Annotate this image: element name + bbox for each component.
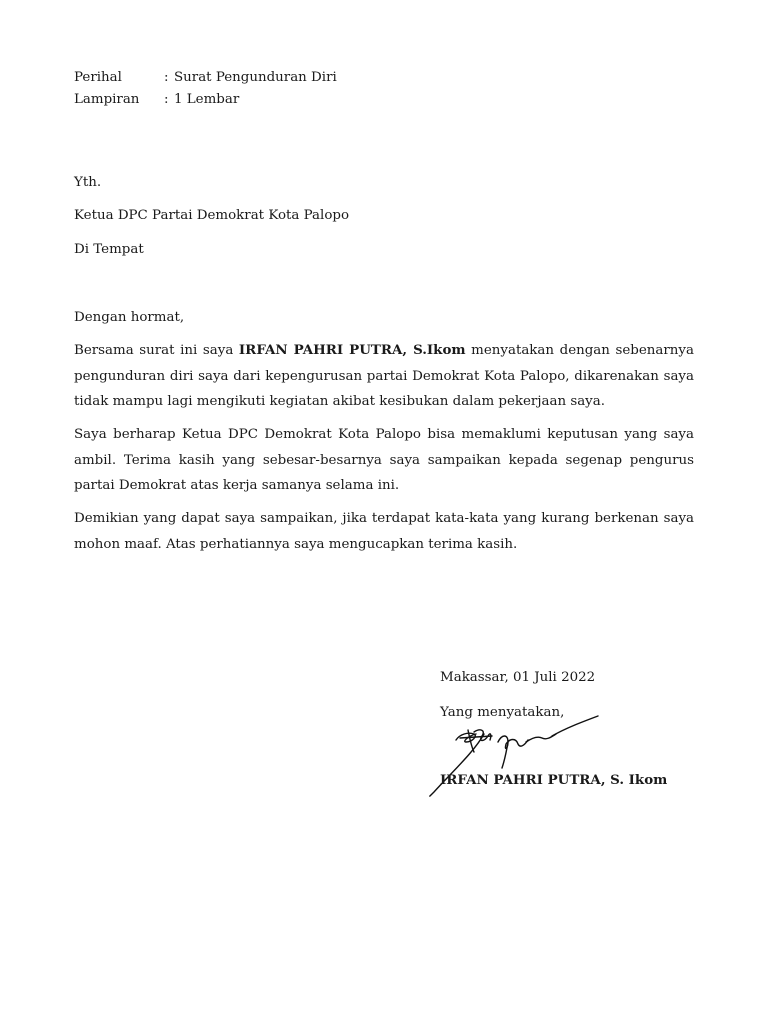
place-date: Makassar, 01 Juli 2022 [440, 670, 596, 685]
lampiran-label: Lampiran [74, 92, 140, 107]
paragraph-2: Saya berharap Ketua DPC Demokrat Kota Palopo bisa memaklumi keputusan yang saya ambil. Terima kasih yang sebesar-besarnya saya sampaikan kepada segenap pengurus partai Demokrat atas kerja samanya selama ini. [74, 427, 694, 493]
perihal-label: Perihal [74, 70, 122, 85]
perihal-row [74, 69, 337, 87]
author-name-bold: IRFAN PAHRI PUTRA, S.Ikom [238, 342, 466, 358]
recipient-salutation: Yth. [74, 175, 102, 190]
paragraph-3: Demikian yang dapat saya sampaikan, jika terdapat kata-kata yang kurang berkenan saya mohon maaf. Atas perhatiannya saya mengucapkan terima kasih. [74, 511, 694, 552]
lampiran-value: 1 Lembar [174, 92, 240, 107]
paragraph-1-end: menyatakan dengan sebenarnya pengunduran diri saya dari kepengurusan partai Demokrat Kota Palopo, dikarenakan saya tidak mampu lagi mengikuti kegiatan akibat kesibukan dalam pekerjaan saya. [74, 343, 694, 409]
lampiran-separator: : [164, 92, 169, 107]
lampiran-row [74, 91, 239, 109]
paragraph-1-start: Bersama surat ini saya [74, 343, 239, 358]
recipient-place: Di Tempat [74, 242, 144, 257]
recipient-name: Ketua DPC Partai Demokrat Kota Palopo [74, 208, 350, 223]
greeting: Dengan hormat, [74, 310, 185, 325]
signer-name: IRFAN PAHRI PUTRA, S. Ikom [440, 772, 668, 788]
perihal-separator: : [164, 70, 169, 85]
perihal-value: Surat Pengunduran Diri [174, 70, 337, 85]
paragraph-1 [74, 338, 694, 415]
statement-line: Yang menyatakan, [440, 705, 565, 720]
